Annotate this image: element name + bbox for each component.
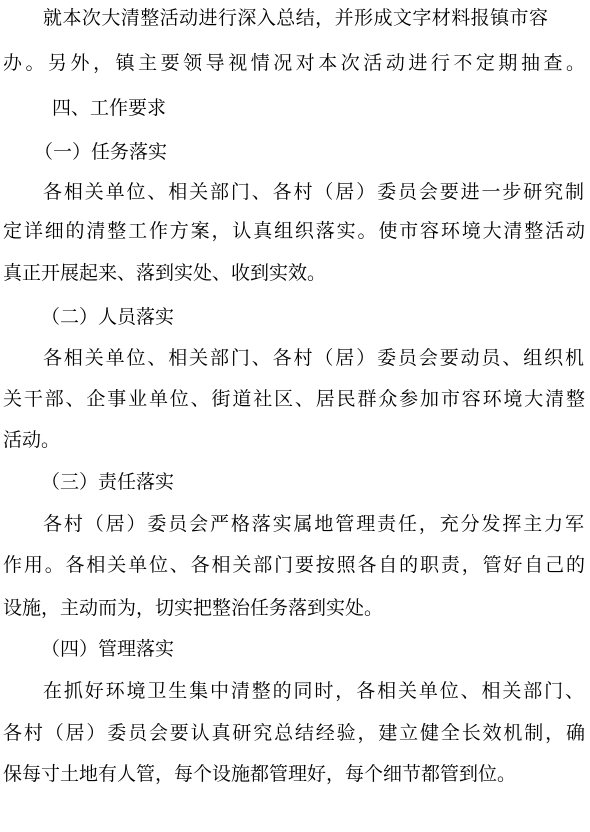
text-line: 定详细的清整工作方案，认真组织落实。使市容环境大清整活动 — [3, 220, 585, 242]
section-heading: 四、工作要求 — [52, 97, 167, 119]
subsection-heading: （一）任务落实 — [34, 141, 168, 163]
text-line: 各相关单位、相关部门、各村（居）委员会要进一步研究制 — [43, 181, 584, 203]
text-line: 活动。 — [3, 429, 61, 451]
text-line: 保每寸土地有人管，每个设施都管理好，每个细节都管到位。 — [3, 763, 517, 785]
text-line: 就本次大清整活动进行深入总结，并形成文字材料报镇市容 — [43, 7, 548, 29]
text-line: 办。另外，镇主要领导视情况对本次活动进行不定期抽查。 — [3, 52, 585, 74]
text-line: 设施，主动而为，切实把整治任务落到实处。 — [3, 597, 384, 619]
text-line: 各村（居）委员会严格落实属地管理责任，充分发挥主力军 — [43, 513, 584, 535]
text-line: 真正开展起来、落到实处、收到实效。 — [3, 262, 327, 284]
subsection-heading: （四）管理落实 — [41, 638, 175, 660]
text-line: 各相关单位、相关部门、各村（居）委员会要动员、组织机 — [43, 347, 584, 369]
text-line: 关干部、企事业单位、街道社区、居民群众参加市容环境大清整 — [3, 388, 585, 410]
text-line: 各村（居）委员会要认真研究总结经验，建立健全长效机制，确 — [3, 722, 585, 744]
subsection-heading: （二）人员落实 — [41, 306, 175, 328]
text-line: 作用。各相关单位、各相关部门要按照各自的职责，管好自己的 — [3, 554, 585, 576]
text-line: 在抓好环境卫生集中清整的同时，各相关单位、相关部门、 — [43, 680, 584, 702]
subsection-heading: （三）责任落实 — [41, 471, 175, 493]
